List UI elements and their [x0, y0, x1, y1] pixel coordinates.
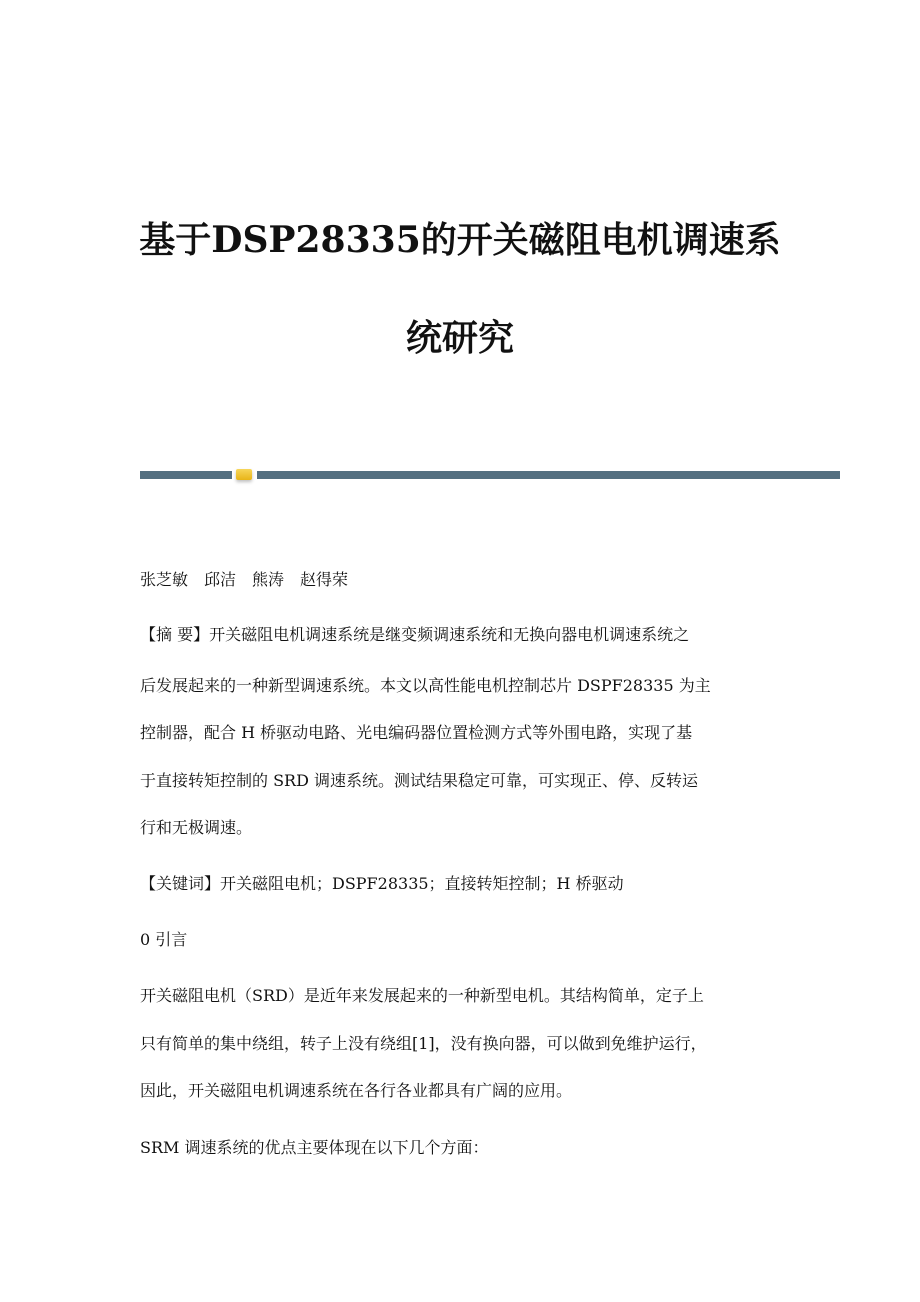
title-line-2: 统研究 [405, 317, 514, 359]
abstract-line: 后发展起来的一种新型调速系统。本文以高性能电机控制芯片 DSPF28335 为主 [140, 676, 711, 695]
advantages-lead: SRM 调速系统的优点主要体现在以下几个方面： [140, 1138, 489, 1157]
authors: 张芝敏 邱洁 熊涛 赵得荣 [140, 570, 349, 589]
divider-bar-right [257, 471, 840, 479]
abstract-line: 【摘 要】开关磁阻电机调速系统是继变频调速系统和无换向器电机调速系统之 [140, 625, 690, 644]
divider-bar-left [140, 471, 232, 479]
abstract-line: 行和无极调速。 [140, 818, 253, 837]
intro-line: 只有简单的集中绕组，转子上没有绕组[1]，没有换向器，可以做到免维护运行， [140, 1034, 707, 1053]
intro-line: 因此，开关磁阻电机调速系统在各行各业都具有广阔的应用。 [140, 1081, 573, 1100]
keywords: 【关键词】开关磁阻电机；DSPF28335；直接转矩控制；H 桥驱动 [140, 874, 624, 893]
intro-line: 开关磁阻电机（SRD）是近年来发展起来的一种新型电机。其结构简单，定子上 [140, 986, 704, 1005]
section-heading: 0 引言 [140, 930, 188, 949]
title-line-1: 基于DSP28335的开关磁阻电机调速系 [139, 219, 781, 261]
abstract-line: 于直接转矩控制的 SRD 调速系统。测试结果稳定可靠，可实现正、停、反转运 [140, 771, 699, 790]
divider-ornament-icon [236, 469, 252, 480]
abstract-line: 控制器，配合 H 桥驱动电路、光电编码器位置检测方式等外围电路，实现了基 [140, 723, 693, 742]
